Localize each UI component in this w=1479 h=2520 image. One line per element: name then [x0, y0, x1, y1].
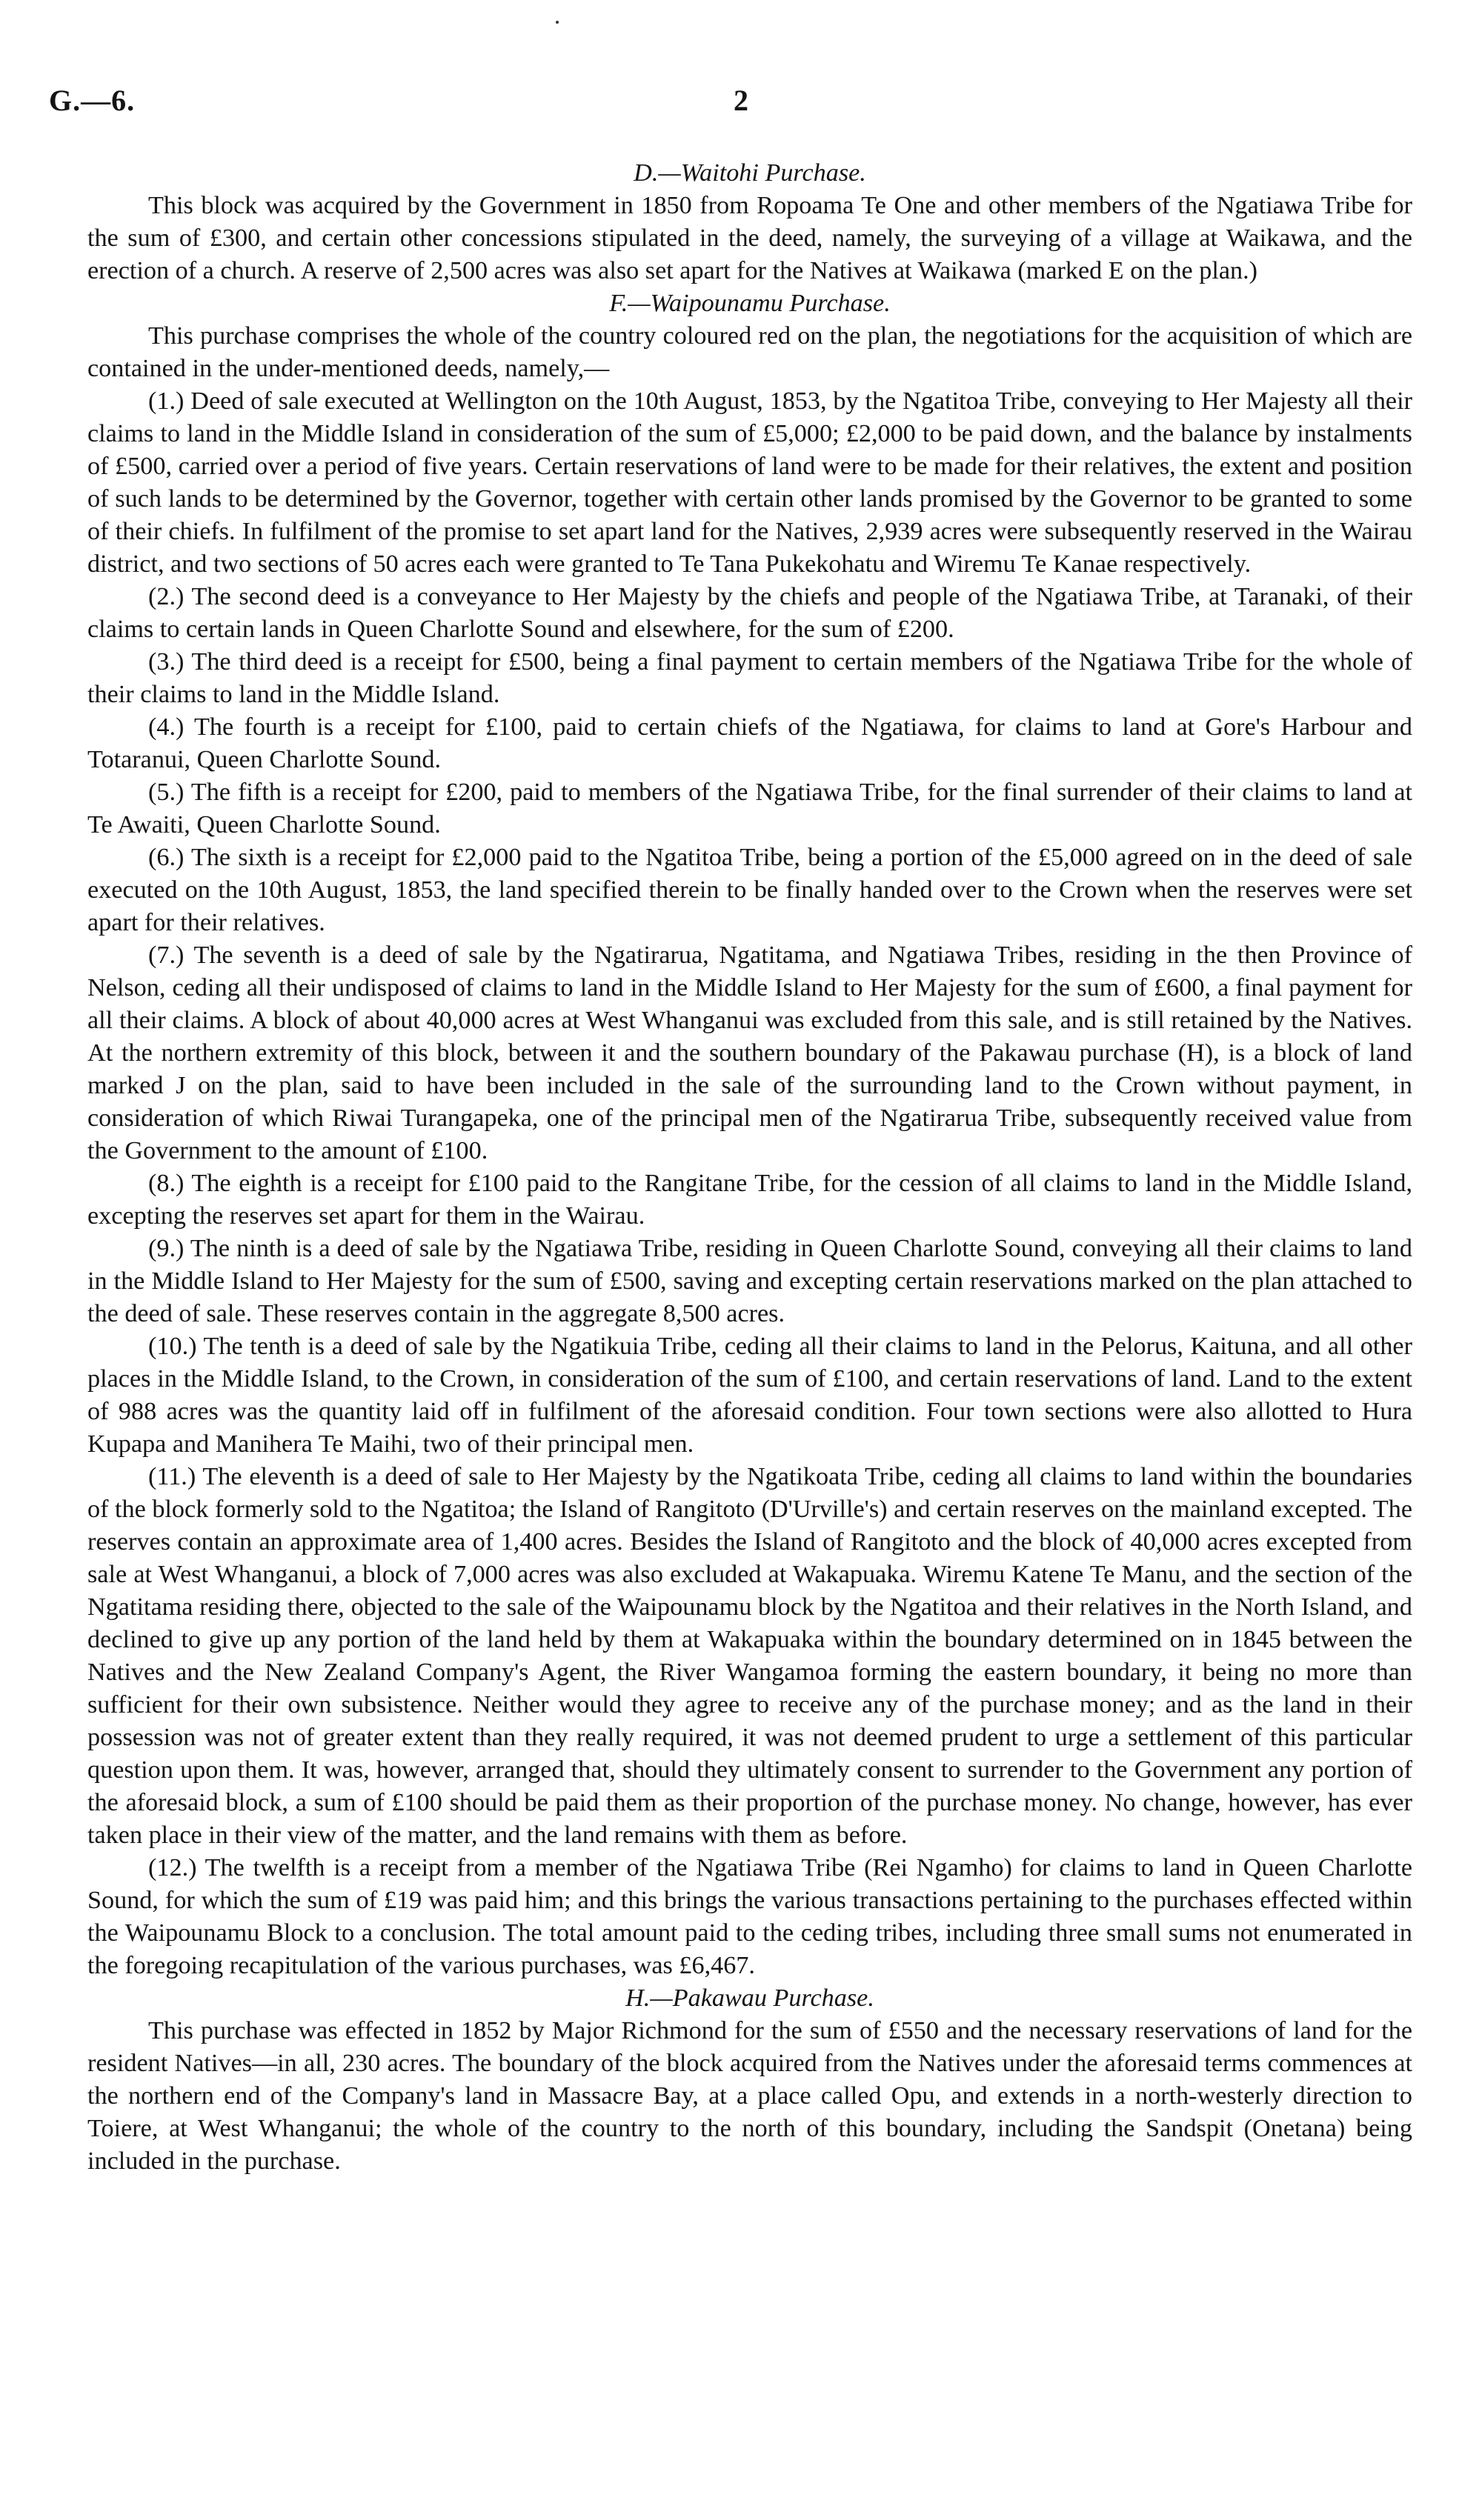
document-reference: G.—6. — [49, 84, 136, 117]
section-letter: H.— — [625, 1984, 673, 2012]
section-heading-waipounamu — [87, 287, 1412, 320]
paragraph: This purchase comprises the whole of the country coloured red on the plan, the negotiations for the acquisition of which are contained in the under-mentioned deeds, namely,— — [87, 322, 1412, 382]
paragraph-deed-12: (12.) The twelfth is a receipt from a member of the Ngatiawa Tribe (Rei Ngamho) for claims to land in Queen Charlotte Sound, for which the sum of £19 was paid him; and this brings the various transactions pertaining to the purchases effected within the Waipounamu Block to a conclusion. The total amount paid to the ceding tribes, including three small sums not enumerated in the foregoing recapitulation of the various purchases, was £6,467. — [87, 1854, 1412, 1979]
section-heading-pakawau — [87, 1982, 1412, 2015]
paragraph-deed-11: (11.) The eleventh is a deed of sale to Her Majesty by the Ngatikoata Tribe, ceding all claims to land within the boundaries of the block formerly sold to the Ngatitoa; the Island of Rangitoto (D'Urville's) and certain reserves on the mainland excepted. The reserves contain an approximate area of 1,400 acres. Besides the Island of Rangitoto and the block of 40,000 acres excepted from sale at West Whanganui, a block of 7,000 acres was also excluded at Wakapuaka. Wiremu Katene Te Manu, and the section of the Ngatitama residing there, objected to the sale of the Waipounamu block by the Ngatitoa and their relatives in the North Island, and declined to give up any portion of the land held by them at Wakapuaka within the boundary determined on in 1845 between the Natives and the New Zealand Company's Agent, the River Wangamoa forming the eastern boundary, it being no more than sufficient for their own subsistence. Neither would they agree to receive any of the purchase money; and as the land in their possession was not of greater extent than they really required, it was not deemed prudent to urge a settlement of this particular question upon them. It was, however, arranged that, should they ultimately consent to surrender to the Government any portion of the aforesaid block, a sum of £100 should be paid them as their proportion of the purchase money. No change, however, has ever taken place in their view of the matter, and the land remains with them as before. — [87, 1463, 1412, 1849]
section-letter: D.— — [634, 159, 681, 187]
paragraph-deed-6: (6.) The sixth is a receipt for £2,000 paid to the Ngatitoa Tribe, being a portion of the £5,000 agreed on in the deed of sale executed on the 10th August, 1853, the land specified therein to be finally handed over to the Crown when the reserves were set apart for their relatives. — [87, 844, 1412, 936]
page-header — [0, 83, 1479, 127]
paragraph: This block was acquired by the Government in 1850 from Ropoama Te One and other members of the Ngatiawa Tribe for the sum of £300, and certain other concessions stipulated in the deed, namely, the surveying of a village at Waikawa, and the erection of a church. A reserve of 2,500 acres was also set apart for the Natives at Waikawa (marked E on the plan.) — [87, 192, 1412, 284]
section-title: Waipounamu Purchase. — [650, 290, 891, 317]
paragraph: This purchase was effected in 1852 by Major Richmond for the sum of £550 and the necessary reservations of land for the resident Natives—in all, 230 acres. The boundary of the block acquired from the Natives under the aforesaid terms commences at the northern end of the Company's land in Massacre Bay, at a place called Opu, and extends in a north-westerly direction to Toiere, at West Whanganui; the whole of the country to the north of this boundary, including the Sandspit (Onetana) being included in the purchase. — [87, 2017, 1412, 2175]
print-speck — [556, 21, 559, 24]
paragraph-deed-3: (3.) The third deed is a receipt for £500, being a final payment to certain members of the Ngatiawa Tribe for the whole of their claims to land in the Middle Island. — [87, 648, 1412, 708]
page-number: 2 — [734, 84, 748, 117]
document-body — [87, 157, 1412, 2178]
paragraph-deed-1: (1.) Deed of sale executed at Wellington on the 10th August, 1853, by the Ngatitoa Tribe, conveying to Her Majesty all their claims to land in the Middle Island in consideration of the sum of £5,000; £2,000 to be paid down, and the balance by instalments of £500, carried over a period of five years. Certain reservations of land were to be made for their relatives, the extent and position of such lands to be determined by the Governor, together with certain other lands promised by the Governor to be granted to some of their chiefs. In fulfilment of the promise to set apart land for the Natives, 2,939 acres were subsequently reserved in the Wairau district, and two sections of 50 acres each were granted to Te Tana Pukekohatu and Wiremu Te Kanae respectively. — [87, 387, 1412, 578]
paragraph-deed-4: (4.) The fourth is a receipt for £100, paid to certain chiefs of the Ngatiawa, for claims to land at Gore's Harbour and Totaranui, Queen Charlotte Sound. — [87, 713, 1412, 773]
paragraph-deed-8: (8.) The eighth is a receipt for £100 paid to the Rangitane Tribe, for the cession of all claims to land in the Middle Island, excepting the reserves set apart for them in the Wairau. — [87, 1170, 1412, 1230]
paragraph-deed-2: (2.) The second deed is a conveyance to Her Majesty by the chiefs and people of the Ngatiawa Tribe, at Taranaki, of their claims to certain lands in Queen Charlotte Sound and elsewhere, for the sum of £200. — [87, 583, 1412, 643]
section-heading-waitohi — [87, 157, 1412, 190]
section-title: Waitohi Purchase. — [680, 159, 866, 187]
paragraph-deed-7: (7.) The seventh is a deed of sale by the Ngatirarua, Ngatitama, and Ngatiawa Tribes, residing in the then Province of Nelson, ceding all their undisposed of claims to land in the Middle Island to Her Majesty for the sum of £600, a final payment for all their claims. A block of about 40,000 acres at West Whanganui was excluded from this sale, and is still retained by the Natives. At the northern extremity of this block, between it and the southern boundary of the Pakawau purchase (H), is a block of land marked J on the plan, said to have been included in the sale of the surrounding land to the Crown without payment, in consideration of which Riwai Turangapeka, one of the principal men of the Ngatirarua Tribe, subsequently received value from the Government to the amount of £100. — [87, 941, 1412, 1164]
paragraph-deed-5: (5.) The fifth is a receipt for £200, paid to members of the Ngatiawa Tribe, for the final surrender of their claims to land at Te Awaiti, Queen Charlotte Sound. — [87, 779, 1412, 839]
paragraph-deed-10: (10.) The tenth is a deed of sale by the Ngatikuia Tribe, ceding all their claims to land in the Pelorus, Kaituna, and all other places in the Middle Island, to the Crown, in consideration of the sum of £100, and certain reservations of land. Land to the extent of 988 acres was the quantity laid off in fulfilment of the aforesaid condition. Four town sections were also allotted to Hura Kupapa and Manihera Te Maihi, two of their principal men. — [87, 1333, 1412, 1458]
section-letter: F.— — [609, 290, 651, 317]
paragraph-deed-9: (9.) The ninth is a deed of sale by the Ngatiawa Tribe, residing in Queen Charlotte Sound, conveying all their claims to land in the Middle Island to Her Majesty for the sum of £500, saving and excepting certain reservations marked on the plan attached to the deed of sale. These reserves contain in the aggregate 8,500 acres. — [87, 1235, 1412, 1327]
section-title: Pakawau Purchase. — [672, 1984, 874, 2012]
